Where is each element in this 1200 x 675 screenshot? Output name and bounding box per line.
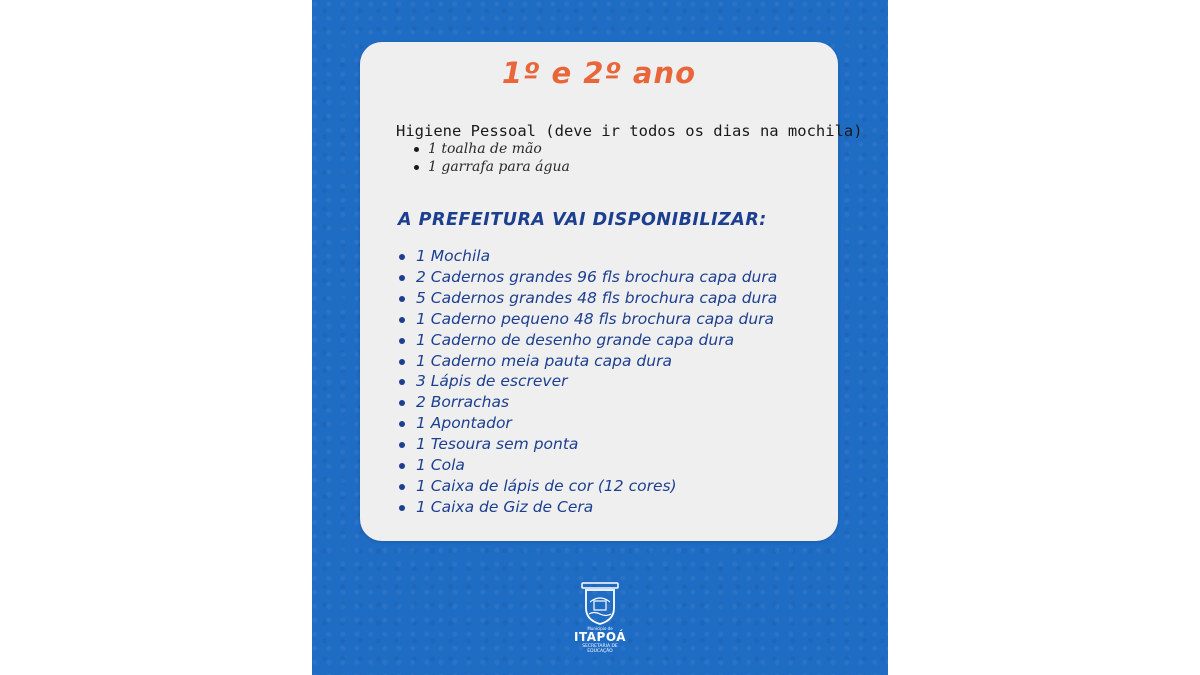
logo-sub-line1: SECRETARIA DE	[582, 644, 618, 649]
list-item: 1 Caderno meia pauta capa dura	[416, 351, 777, 372]
prefeitura-list	[416, 246, 777, 518]
card-title: 1º e 2º ano	[501, 56, 697, 90]
prefeitura-heading: A PREFEITURA VAI DISPONIBILIZAR:	[398, 210, 767, 230]
list-item: 2 Cadernos grandes 96 fls brochura capa dura	[416, 267, 778, 286]
list-item: 1 Mochila	[416, 246, 777, 267]
list-item: 1 toalha de mão	[428, 140, 570, 158]
list-item: 1 Apontador	[416, 413, 777, 434]
hygiene-list	[428, 140, 570, 176]
poster-background	[312, 0, 888, 675]
logo-sub-line2: EDUCAÇÃO	[587, 649, 613, 654]
list-item: 1 Tesoura sem ponta	[416, 434, 777, 455]
list-item: 3 Lápis de escrever	[416, 371, 777, 392]
hygiene-heading: Higiene Pessoal (deve ir todos os dias na mochila)	[396, 122, 863, 140]
list-item: 2 Borrachas	[416, 392, 777, 413]
school-list-card	[360, 42, 863, 541]
logo-top-text: Município de	[587, 626, 613, 631]
list-item: 1 Cola	[416, 455, 777, 476]
logo-name: ITAPOÁ	[574, 630, 626, 644]
coat-of-arms-icon	[580, 582, 620, 626]
list-item: 1 garrafa para água	[428, 159, 570, 175]
list-item: 5 Cadernos grandes 48 fls brochura capa dura	[416, 288, 778, 307]
list-item: 1 Caderno pequeno 48 fls brochura capa dura	[416, 309, 777, 330]
list-item: 1 Caixa de Giz de Cera	[416, 497, 777, 518]
itapoa-logo	[570, 582, 630, 662]
list-item: 1 Caderno de desenho grande capa dura	[416, 330, 777, 351]
list-item: 1 Caixa de lápis de cor (12 cores)	[416, 476, 777, 497]
